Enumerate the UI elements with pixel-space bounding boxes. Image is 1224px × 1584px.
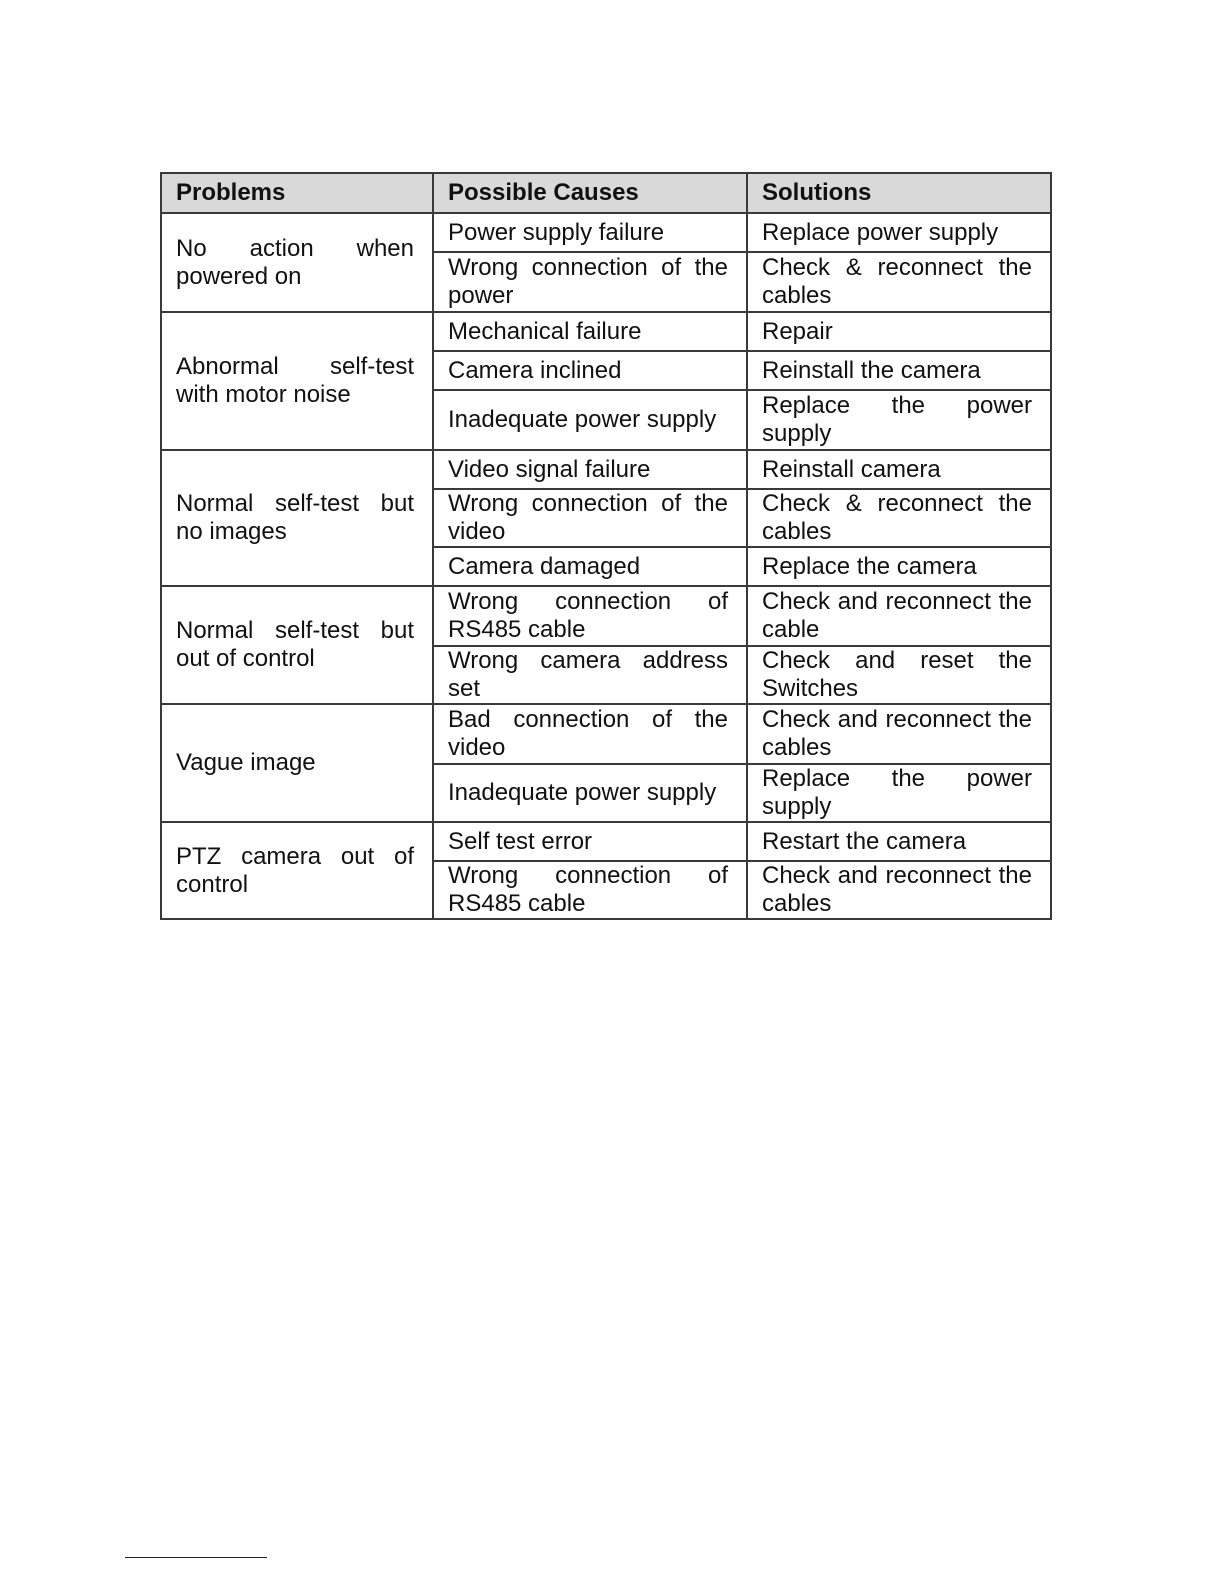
header-possible-causes: Possible Causes	[433, 173, 747, 213]
header-solutions: Solutions	[747, 173, 1051, 213]
cause-cell: Mechanical failure	[433, 312, 747, 351]
problem-cell: PTZ camera out of control	[161, 822, 433, 919]
problem-cell: No action when powered on	[161, 213, 433, 312]
solution-cell: Check and reconnect the cables	[747, 861, 1051, 919]
table-row	[161, 312, 1051, 351]
cause-cell: Wrong connection of the video	[433, 489, 747, 547]
cause-cell: Wrong camera address set	[433, 646, 747, 704]
problem-cell: Abnormal self-test with motor noise	[161, 312, 433, 450]
cause-cell: Camera inclined	[433, 351, 747, 390]
table-row	[161, 822, 1051, 861]
table-row	[161, 586, 1051, 646]
solution-cell: Check and reset the Switches	[747, 646, 1051, 704]
solution-cell: Reinstall the camera	[747, 351, 1051, 390]
solution-cell: Restart the camera	[747, 822, 1051, 861]
solution-cell: Repair	[747, 312, 1051, 351]
cause-cell: Power supply failure	[433, 213, 747, 252]
cause-cell: Bad connection of the video	[433, 704, 747, 764]
problem-cell: Vague image	[161, 704, 433, 822]
cause-cell: Video signal failure	[433, 450, 747, 489]
table-row	[161, 213, 1051, 252]
table-row	[161, 450, 1051, 489]
solution-cell: Check and reconnect the cable	[747, 586, 1051, 646]
footnote-separator	[125, 1557, 267, 1558]
solution-cell: Check & reconnect the cables	[747, 489, 1051, 547]
cause-cell: Camera damaged	[433, 547, 747, 586]
cause-cell: Wrong connection of RS485 cable	[433, 586, 747, 646]
header-problems: Problems	[161, 173, 433, 213]
cause-cell: Inadequate power supply	[433, 764, 747, 822]
cause-cell: Inadequate power supply	[433, 390, 747, 450]
solution-cell: Replace power supply	[747, 213, 1051, 252]
cause-cell: Wrong connection of the power	[433, 252, 747, 312]
solution-cell: Check & reconnect the cables	[747, 252, 1051, 312]
solution-cell: Replace the power supply	[747, 390, 1051, 450]
solution-cell: Replace the camera	[747, 547, 1051, 586]
table-row	[161, 704, 1051, 764]
problem-cell: Normal self-test but no images	[161, 450, 433, 586]
cause-cell: Wrong connection of RS485 cable	[433, 861, 747, 919]
table-header-row	[161, 173, 1051, 213]
solution-cell: Check and reconnect the cables	[747, 704, 1051, 764]
troubleshooting-table	[160, 172, 1052, 920]
problem-cell: Normal self-test but out of control	[161, 586, 433, 704]
solution-cell: Replace the power supply	[747, 764, 1051, 822]
cause-cell: Self test error	[433, 822, 747, 861]
solution-cell: Reinstall camera	[747, 450, 1051, 489]
